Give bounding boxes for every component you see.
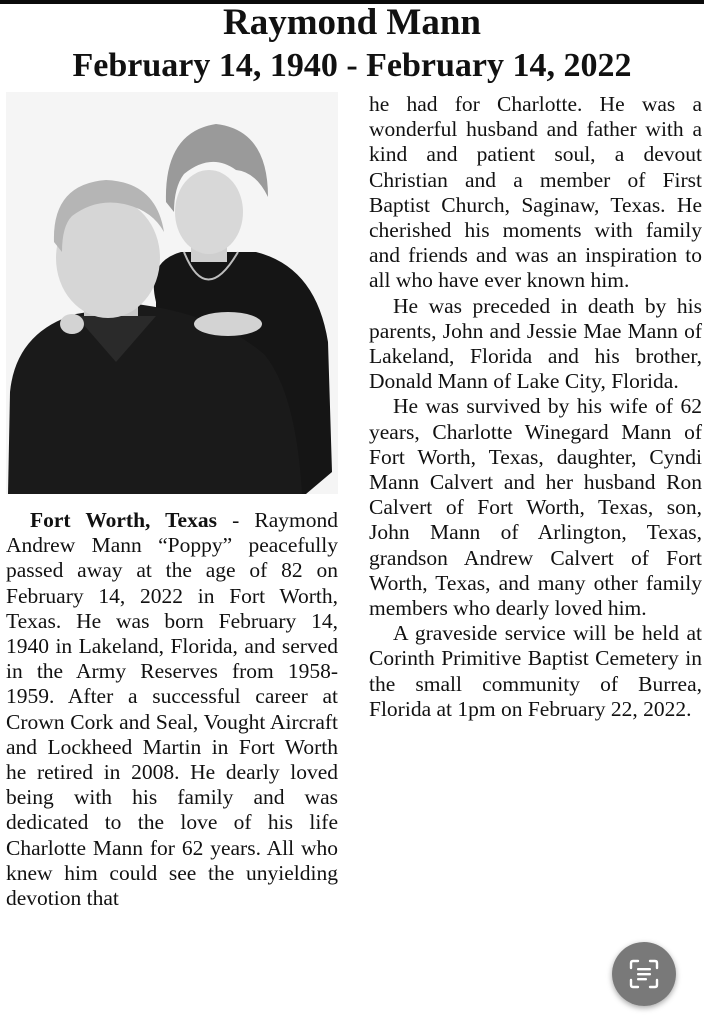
obituary-paragraph-3: He was survived by his wife of 62 years, Charlotte Winegard Mann of Fort Worth, Texas, daughter, Cyndi Mann Calvert and her husband Ron Calvert of Fort Worth, Texas, son, John Mann of Arlington, Texas, grandson Andrew Calvert of Fort Worth, Texas, and many other family members who dearly loved him.	[369, 394, 702, 621]
obituary-paragraph-4: A graveside service will be held at Corinth Primitive Baptist Cemetery in the small community of Burrea, Florida at 1pm on February 22, 2022.	[369, 621, 702, 721]
obituary-text: Raymond Andrew Mann “Poppy” peacefully passed away at the age of 82 on February 14, 2022 in Fort Worth, Texas. He was born February 14, 1940 in Lakeland, Florida, and served in the Army Reserves from 1958-1959. After a successful career at Crown Cork and Seal, Vought Aircraft and Lockheed Martin in Fort Worth he retired in 2008. He dearly loved being with his family and was dedicated to the love of his life Charlotte Mann for 62 years. All who knew him could see the unyielding devotion that	[6, 508, 338, 911]
obituary-column-right	[369, 92, 702, 722]
obituary-paragraph-1: Fort Worth, Texas - Raymond Andrew Mann “Poppy” peacefully passed away at the age of 82 on February 14, 2022 in Fort Worth, Texas. He was born February 14, 1940 in Lakeland, Florida, and served in the Army Reserves from 1958-1959. After a successful career at Crown Cork and Seal, Vought Aircraft and Lockheed Martin in Fort Worth he retired in 2008. He dearly loved being with his family and was dedicated to the love of his life Charlotte Mann for 62 years. All who knew him could see the unyielding devotion that	[6, 508, 338, 911]
couple-photo	[6, 92, 338, 494]
dateline: Fort Worth, Texas	[30, 508, 217, 532]
text-scan-icon	[628, 958, 660, 990]
obituary-name: Raymond Mann	[222, 2, 482, 43]
obituary-paragraph-1-continued: he had for Charlotte. He was a wonderful husband and father with a kind and patient soul, a devout Christian and a member of First Baptist Church, Saginaw, Texas. He cherished his moments with family and friends and was an inspiration to all who have ever known him.	[369, 92, 702, 293]
obituary-paragraph-2: He was preceded in death by his parents, John and Jessie Mae Mann of Lakeland, Florida and his brother, Donald Mann of Lake City, Florida.	[369, 293, 702, 394]
text-scan-button[interactable]	[612, 942, 676, 1006]
obituary-column-left	[6, 508, 338, 911]
obituary-dates: February 14, 1940 - February 14, 2022	[72, 47, 632, 84]
